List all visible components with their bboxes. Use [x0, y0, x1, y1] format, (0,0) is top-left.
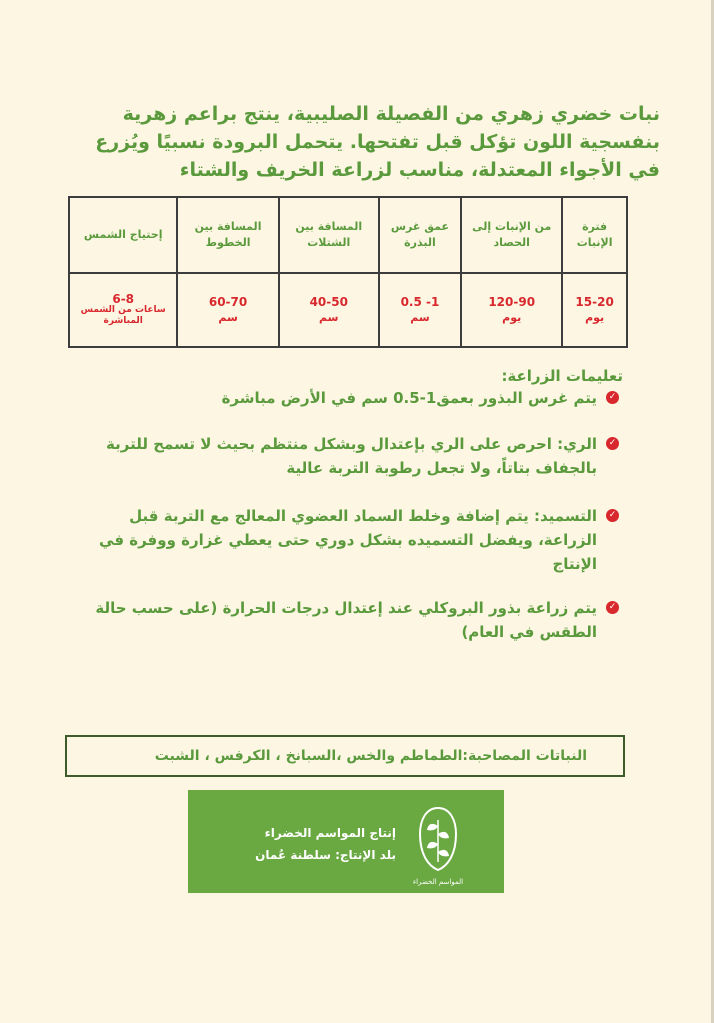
instruction-text: الري: احرص على الري بإعتدال وبشكل منتظم بحيث لا تسمح للتربة بالجفاف بتاتاً، ولا تجعل رطوبة التربة عالية — [106, 435, 597, 477]
value-sun-requirement: 6-8 ساعات من الشمس المباشرة — [69, 273, 177, 347]
instruction-item-fertilizing — [68, 504, 623, 576]
companion-plants-box: النباتات المصاحبة:الطماطم والخس ،السبانخ ، الكرفس ، الشبت — [65, 735, 625, 777]
value-seed-depth: 1- 0.5 سم — [379, 273, 461, 347]
check-bullet-icon: ✓ — [606, 391, 619, 404]
instruction-text: يتم زراعة بذور البروكلي عند إعتدال درجات الحرارة (على حسب حالة الطقس في العام) — [95, 599, 597, 641]
list-item — [68, 386, 623, 410]
header-plant-spacing: المسافة بين الشتلات — [279, 197, 379, 273]
list-item — [68, 432, 623, 480]
value-germination-to-harvest: 120-90 يوم — [461, 273, 562, 347]
table-header-row — [69, 197, 627, 273]
value-row-spacing: 60-70 سم — [177, 273, 278, 347]
header-germination-period: فترة الإنبات — [562, 197, 627, 273]
header-seed-depth: عمق غرس البذرة — [379, 197, 461, 273]
check-bullet-icon: ✓ — [606, 437, 619, 450]
logo-caption: المواسم الخضراء — [412, 878, 464, 886]
producer-name: إنتاج المواسم الخضراء — [264, 826, 396, 840]
instruction-text: يتم غرس البذور بعمق1-0.5 سم في الأرض مباشرة — [221, 389, 597, 407]
header-row-spacing: المسافة بين الخطوط — [177, 197, 278, 273]
check-bullet-icon: ✓ — [606, 601, 619, 614]
planting-specs-table — [68, 196, 628, 348]
header-germination-to-harvest: من الإنبات إلى الحصاد — [461, 197, 562, 273]
list-item — [68, 596, 623, 644]
instruction-item-timing — [68, 596, 623, 644]
intro-paragraph: نبات خضري زهري من الفصيلة الصليبية، ينتج براعم زهرية بنفسجية اللون تؤكل قبل تفتحها. يتحمل البرودة نسبيًا ويُزرع في الأجواء المعتدلة، مناسب لزراعة الخريف والشتاء — [95, 103, 660, 181]
table-value-row — [69, 273, 627, 347]
value-germination-period: 15-20 يوم — [562, 273, 627, 347]
instructions-heading: تعليمات الزراعة: — [501, 367, 623, 385]
leaf-vase-icon — [416, 804, 460, 876]
instruction-item-sowing — [68, 386, 623, 410]
header-sun-requirement: إحتياج الشمس — [69, 197, 177, 273]
origin-country: بلد الإنتاج: سلطنة عُمان — [255, 848, 396, 862]
producer-footer — [188, 790, 504, 893]
list-item — [68, 504, 623, 576]
check-bullet-icon: ✓ — [606, 509, 619, 522]
instruction-text: التسميد: يتم إضافة وخلط السماد العضوي المعالج مع التربة قبل الزراعة، ويفضل التسميده بشكل دوري حتى يعطي غزارة ووفرة في الإنتاج — [99, 507, 597, 573]
instruction-item-watering — [68, 432, 623, 480]
value-plant-spacing: 40-50 سم — [279, 273, 379, 347]
